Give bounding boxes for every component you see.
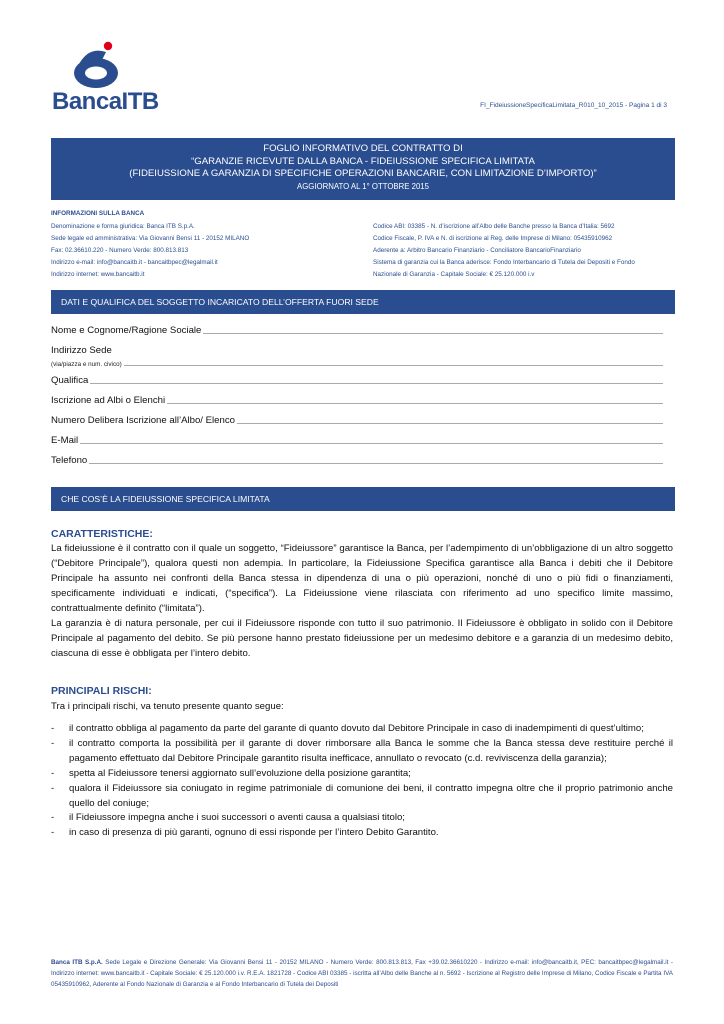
field-line[interactable]	[237, 423, 663, 424]
heading-caratteristiche: CARATTERISTICHE:	[51, 528, 153, 540]
field-line[interactable]	[167, 403, 663, 404]
field-label: Telefono	[51, 455, 88, 466]
document-reference: FI_FideiussioneSpecificaLimitata_R010_10_2015 - Pagina 1 di 3	[480, 102, 667, 109]
list-item: - in caso di presenza di più garanti, ognuno di essi risponde per l’intero Debito Garantito.	[51, 826, 673, 841]
field-line[interactable]	[90, 383, 663, 384]
field-label: Qualifica	[51, 375, 89, 386]
field-indirizzo-sede	[51, 345, 663, 356]
field-nome-cognome[interactable]	[51, 325, 663, 336]
list-item: - spetta al Fideiussore tenersi aggiornato sull’evoluzione della posizione garantita;	[51, 767, 673, 782]
list-item: - il contratto obbliga al pagamento da parte del garante di quanto dovuto dal Debitore Principale in caso di inadempimenti di quest’ultimo;	[51, 722, 673, 737]
page-footer	[51, 958, 673, 991]
footer-bank-name: Banca ITB S.p.A.	[51, 959, 103, 966]
section-che-cose: CHE COS’È LA FIDEIUSSIONE SPECIFICA LIMITATA	[51, 487, 675, 511]
logo-wordmark: BancaITB	[52, 88, 159, 115]
field-email[interactable]	[51, 435, 663, 446]
rischi-list	[51, 722, 673, 841]
title-line-1: FOGLIO INFORMATIVO DEL CONTRATTO DI	[263, 143, 463, 154]
rischi-intro: Tra i principali rischi, va tenuto presente quanto segue:	[51, 701, 284, 712]
field-numero-delibera[interactable]	[51, 415, 663, 426]
info-line: Codice Fiscale, P. IVA e N. di iscrizione al Reg. delle Imprese di Milano: 05435910962	[373, 234, 613, 242]
field-label: Nome e Cognome/Ragione Sociale	[51, 325, 202, 336]
section-offerta-fuori-sede: DATI E QUALIFICA DEL SOGGETTO INCARICATO DELL’OFFERTA FUORI SEDE	[51, 290, 675, 314]
field-line[interactable]	[124, 365, 663, 366]
field-label: Numero Delibera Iscrizione all’Albo/ Elenco	[51, 415, 235, 426]
field-label: Indirizzo Sede	[51, 345, 112, 356]
bank-info-left	[51, 221, 361, 281]
paragraph-caratteristiche-1: La fideiussione è il contratto con il quale un soggetto, “Fideiussore” garantisce la Banca, per l’adempimento di un’obbligazione di un altro soggetto (“Debitore Principale”), qualora questi non adempia. In particolare, la Fideiussione Specifica garantisce alla Banca i debiti che il Debitore Principale ha assunto nei confronti della Banca stessa in dipendenza di una o più operazioni, nonché di uno o più fidi o finanziamenti, specificamente individuati e indicati, (“specifica”). La Fideiussione viene rilasciata con riferimento ad uno specifico limite massimo, contrattualmente definito (“limitata”).	[51, 543, 673, 614]
info-line: Nazionale di Garanzia - Capitale Sociale: € 25.120.000 i.v	[373, 270, 535, 278]
title-updated: AGGIORNATO AL 1° OTTOBRE 2015	[297, 181, 429, 191]
field-qualifica[interactable]	[51, 375, 663, 386]
field-telefono[interactable]	[51, 455, 663, 466]
address-hint: (via/piazza e num. civico)	[51, 361, 663, 368]
info-line: Indirizzo e-mail: info@bancaitb.it - bancaitbpec@legalmail.it	[51, 258, 218, 266]
heading-principali-rischi: PRINCIPALI RISCHI:	[51, 685, 152, 697]
info-line: Indirizzo internet: www.bancaitb.it	[51, 270, 145, 278]
title-line-2: “GARANZIE RICEVUTE DALLA BANCA - FIDEIUSSIONE SPECIFICA LIMITATA	[191, 155, 535, 167]
info-line: Sede legale ed amministrativa: Via Giovanni Bensi 11 - 20152 MILANO	[51, 234, 250, 242]
info-line: Fax: 02.36610.220 - Numero Verde: 800.813.813	[51, 246, 189, 254]
bank-info-right	[373, 221, 675, 281]
info-line: Sistema di garanzia cui la Banca aderisce: Fondo Interbancario di Tutela dei Depositi e Fondo	[373, 258, 635, 266]
field-label: E-Mail	[51, 435, 79, 446]
field-iscrizione-albi[interactable]	[51, 395, 663, 406]
field-line[interactable]	[203, 333, 663, 334]
footer-text: Sede Legale e Direzione Generale: Via Giovanni Bensi 11 - 20152 MILANO - Numero Verde: 800.813.813, Fax +39.02.36610220 - Indirizzo e-mail: info@bancaitb.it, PEC: bancaitbpec@legalmail.it - Indirizzo internet: www.bancaitb.it - Capitale Sociale: € 25.120.000 i.v. R.E.A. 1821728 - Codice ABI 03385 - iscritta all’Albo delle Banche al n. 5692 - Iscrizione al Registro delle Imprese di Milano, Codice Fiscale e Partita IVA 05435910962, Aderente al Fondo Nazionale di Garanzia e al Fondo Interbancario di Tutela dei Depositi	[51, 959, 673, 988]
field-line[interactable]	[89, 463, 663, 464]
bank-info-heading: INFORMAZIONI SULLA BANCA	[51, 210, 145, 217]
field-line[interactable]	[80, 443, 663, 444]
list-item: - il Fideiussore impegna anche i suoi successori o aventi causa a qualsiasi titolo;	[51, 811, 673, 826]
info-line: Aderente a: Arbitro Bancario Finanziario - Conciliatore BancarioFinanziario	[373, 246, 581, 254]
paragraph-caratteristiche-2: La garanzia è di natura personale, per cui il Fideiussore risponde con tutto il suo patrimonio. Il Fideiussore è obbligato in solido con il Debitore Principale al pagamento del debito. Se più persone hanno prestato fideiussione per un medesimo debitore e a garanzia di un medesimo debito, ciascuna di esse è obbligata per l’intero debito.	[51, 618, 673, 659]
info-line: Codice ABI: 03385 - N. d’iscrizione all’Albo delle Banche presso la Banca d’Italia: 5692	[373, 223, 615, 230]
title-line-3: (FIDEIUSSIONE A GARANZIA DI SPECIFICHE OPERAZIONI BANCARIE, CON LIMITAZIONE D’IMPORTO)”	[129, 168, 597, 179]
list-item: - qualora il Fideiussore sia coniugato in regime patrimoniale di comunione dei beni, il contratto impegna oltre che il proprio patrimonio anche quello del coniuge;	[51, 782, 673, 812]
list-item: - il contratto comporta la possibilità per il garante di dover rimborsare alla Banca le somme che la Banca stessa deve restituire perché il pagamento effettuato dal Debitore Principale garantito risulta inefficace, annullato o revocato (c.d. reviviscenza della garanzia);	[51, 737, 673, 767]
document-title-box	[51, 138, 675, 200]
field-label: Iscrizione ad Albi o Elenchi	[51, 395, 166, 406]
info-line: Denominazione e forma giuridica: Banca ITB S.p.A.	[51, 223, 195, 230]
